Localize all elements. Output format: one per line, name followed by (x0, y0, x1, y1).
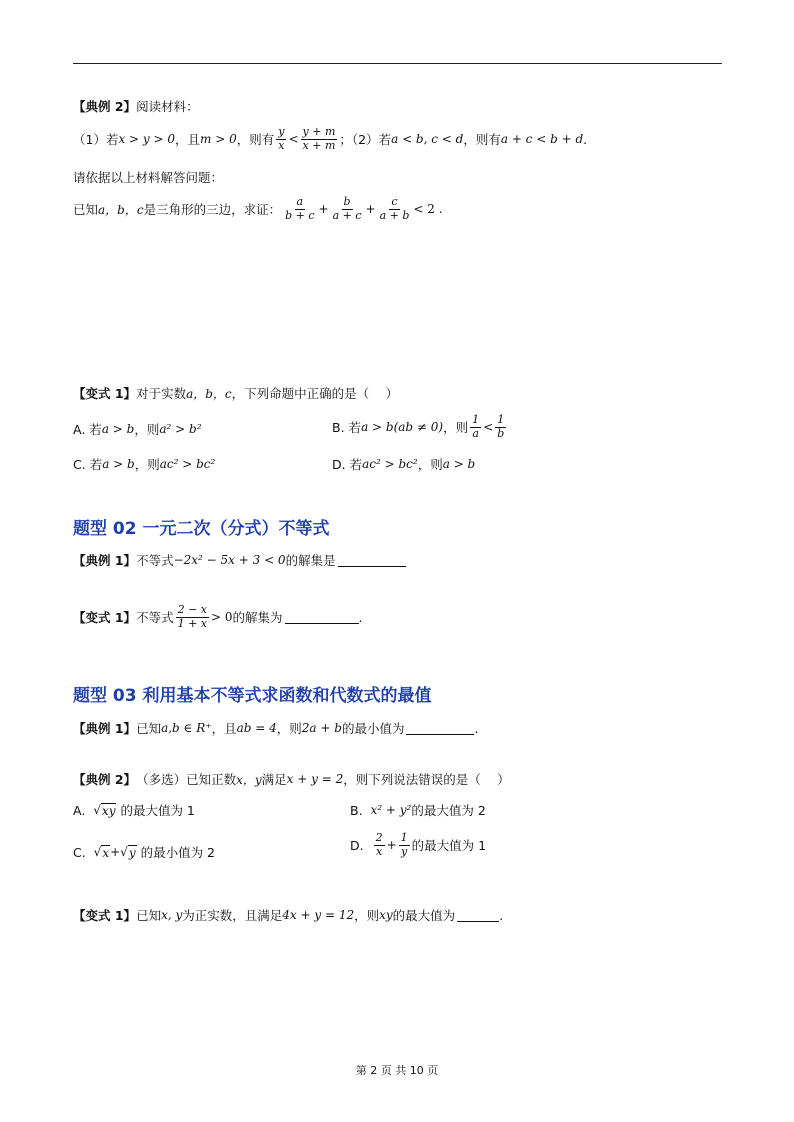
text: ，则 (354, 908, 380, 923)
math: x + y = 2 (286, 772, 344, 786)
variant-tag: 【变式 1】 (73, 610, 137, 626)
text: 为正实数，且满足 (182, 908, 283, 923)
math: ab = 4 (236, 721, 277, 735)
fraction: $\frac{2}{x}$ (375, 831, 383, 858)
text: 不等式 (136, 553, 174, 568)
option-label: A. (73, 802, 86, 818)
math: x² + y² (370, 803, 412, 817)
text: . (583, 131, 588, 147)
text: 的最小值为 (341, 721, 405, 736)
square-root: √ y (120, 844, 136, 860)
option-b (332, 414, 508, 440)
math: + (365, 202, 376, 217)
fraction: $\frac{y}{x}$ (278, 125, 285, 152)
example-2-prompt (73, 168, 223, 186)
example-tag: 【典例 1】 (73, 721, 137, 736)
math: a² > b² (159, 422, 202, 436)
text: . (358, 609, 363, 625)
math: a > b (102, 457, 135, 471)
section-03-example-2 (73, 770, 510, 788)
math: < 2 . (413, 202, 443, 217)
text: ，则 (134, 422, 160, 437)
answer-blank[interactable] (285, 611, 359, 624)
math: −2x² − 5x + 3 < 0 (173, 553, 286, 567)
answer-blank[interactable] (457, 909, 499, 922)
math: a，b，c (186, 386, 232, 401)
text: 若 (348, 420, 362, 436)
math: + (386, 838, 397, 853)
fraction: $\frac{a}{b + c}$ (285, 195, 315, 222)
text: 的最小值为 2 (140, 845, 216, 860)
text: ，则有 (236, 132, 275, 148)
example-2-material-line (73, 126, 587, 152)
option-b (350, 801, 486, 819)
square-root: √ x (93, 844, 110, 860)
math: 4x + y = 12 (282, 908, 355, 922)
math: xy (379, 908, 393, 922)
math: < (483, 420, 494, 435)
text: ；（2）若 (339, 132, 392, 148)
section-title-02: 题型 02 一元二次（分式）不等式 (73, 519, 330, 539)
text: 的解集为 (232, 610, 283, 626)
option-d (350, 832, 486, 858)
example-tag: 【典例 2】 (73, 772, 137, 787)
variant-tag: 【变式 1】 (73, 908, 137, 923)
math: a + c < b + d (500, 132, 584, 147)
text: 满足 (261, 772, 287, 787)
fraction: $\frac{y + m}{x + m}$ (302, 125, 336, 152)
option-label: C. (73, 844, 86, 860)
option-a (73, 420, 202, 438)
option-label: D. (350, 837, 364, 853)
math: a < b, c < d (391, 132, 464, 147)
math: x > y > 0 (118, 132, 176, 147)
text: 的最大值为 1 (411, 838, 487, 854)
text: ，则下列说法错误的是（ ） (343, 772, 510, 787)
example-tag: 【典例 1】 (73, 553, 137, 568)
option-c (73, 843, 215, 861)
math: ac² > bc² (159, 457, 216, 471)
text: 若 (349, 457, 363, 472)
fraction: $\frac{2 - x}{1 + x}$ (177, 603, 207, 630)
text: （1）若 (73, 132, 119, 148)
option-a (73, 801, 195, 819)
example-text: 阅读材料： (136, 99, 199, 114)
text: 已知 (136, 908, 162, 923)
text: ，且 (211, 721, 237, 736)
answer-blank[interactable] (338, 554, 406, 567)
variant-tag: 【变式 1】 (73, 386, 137, 401)
text: 是三角形的三边，求证： (143, 202, 282, 218)
section-02-example-1 (73, 551, 406, 569)
text: 的最大值为 (392, 908, 456, 923)
square-root: √ xy (93, 802, 116, 818)
text: . (499, 907, 504, 923)
section-title-03: 题型 03 利用基本不等式求函数和代数式的最值 (73, 686, 432, 706)
option-label: B. (332, 419, 345, 435)
text: ，且 (175, 132, 201, 148)
example-tag: 【典例 2】 (73, 99, 137, 114)
text: 若 (89, 457, 103, 472)
option-label: C. (73, 456, 86, 472)
option-d (332, 455, 475, 473)
text: 的最大值为 1 (120, 803, 195, 818)
text: 已知 (73, 202, 99, 218)
math: > 0 (211, 610, 233, 625)
header-rule (73, 63, 722, 64)
text: ，则 (417, 457, 443, 472)
math: ac² > bc² (362, 457, 418, 471)
option-c (73, 455, 215, 473)
math: a,b ∈ R⁺ (161, 721, 212, 735)
math: 2a + b (301, 721, 342, 735)
math: a，b，c (98, 202, 144, 217)
math: + (318, 202, 329, 217)
math: m > 0 (200, 132, 237, 147)
math: x, y (161, 908, 183, 922)
text: ，则 (443, 420, 469, 436)
example-2-problem (73, 196, 443, 222)
answer-blank[interactable] (406, 722, 474, 735)
text: 对于实数 (136, 386, 187, 401)
text: ，则 (276, 721, 302, 736)
option-label: A. (73, 421, 86, 437)
section-03-variant-1 (73, 906, 503, 924)
math: x，y (236, 772, 262, 787)
text: 的最大值为 2 (411, 803, 486, 818)
math: a > b(ab ≠ 0) (361, 420, 444, 435)
text: 请依据以上材料解答问题： (73, 170, 224, 185)
text: 不等式 (136, 610, 174, 626)
math: a > b (101, 422, 135, 436)
fraction: $\frac{c}{a + b}$ (379, 195, 410, 222)
text: ，则有 (463, 132, 501, 148)
text: 的解集是 (285, 553, 336, 568)
math: a > b (442, 457, 476, 471)
math: + (110, 845, 121, 859)
math: < (288, 132, 299, 147)
option-label: B. (350, 802, 363, 818)
text: （多选）已知正数 (136, 772, 237, 787)
text: 已知 (136, 721, 162, 736)
variant-1-stem (73, 384, 398, 402)
fraction: $\frac{1}{y}$ (400, 831, 408, 858)
fraction: $\frac{b}{a + c}$ (332, 195, 362, 222)
text: 若 (89, 422, 102, 437)
section-02-variant-1 (73, 604, 363, 630)
text: ，下列命题中正确的是（ ） (231, 386, 399, 401)
page-footer: 第 2 页 共 10 页 (355, 1064, 439, 1077)
option-label: D. (332, 456, 346, 472)
fraction: $\frac{1}{b}$ (497, 413, 505, 440)
text: ，则 (134, 457, 160, 472)
example-2-intro (73, 97, 199, 115)
section-03-example-1 (73, 719, 478, 737)
text: . (474, 720, 479, 736)
fraction: $\frac{1}{a}$ (472, 413, 480, 440)
